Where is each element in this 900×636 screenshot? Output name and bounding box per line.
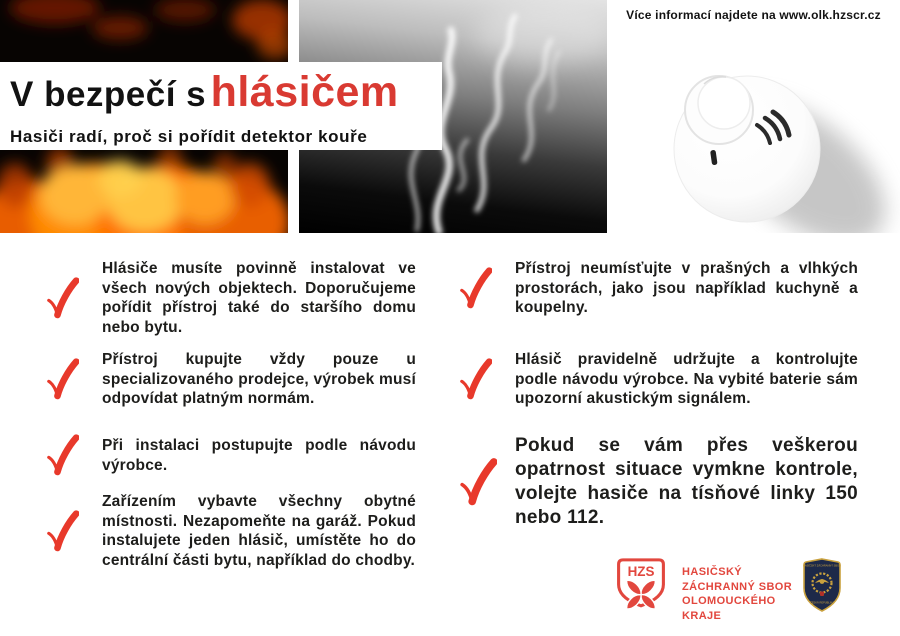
smoke-detector-image [607, 0, 900, 233]
checklist-item [46, 350, 416, 409]
org-name-line: KRAJE [682, 609, 722, 622]
hzs-monogram: HZS [627, 564, 655, 580]
page-title [10, 69, 442, 125]
org-name [682, 565, 792, 623]
page-subtitle: Hasiči radí, proč si pořídit detektor kouře [10, 127, 368, 146]
checkmark-icon [46, 434, 102, 477]
checklist-item-text: Pokud se vám přes veškerou opatrnost situace vymkne kontrole, volejte hasiče na tísňové linky 150 nebo 112. [515, 435, 858, 528]
badge-top-text: HASIČSKÝ ZÁCHRANNÝ SBOR [803, 564, 841, 568]
title-red-part: hlásičem [210, 68, 399, 116]
checkmark-icon [46, 510, 102, 553]
checklist-item-text: Přístroj kupujte vždy pouze u specializovaného prodejce, výrobek musí odpovídat platným normám. [102, 351, 416, 407]
checkmark-icon [459, 358, 515, 401]
checkmark-icon [459, 267, 515, 310]
checklist-item [46, 434, 416, 477]
checklist-item-text: Zařízením vybavte všechny obytné místnosti. Nezapomeňte na garáž. Pokud instalujete jeden hlásič, umístěte ho do centrální části bytu, například do chodby. [102, 493, 416, 569]
checklist-item [46, 259, 416, 337]
org-name-line: ZÁCHRANNÝ SBOR [682, 580, 793, 593]
badge-bottom-text: ČESKÁ REPUBLIKA [809, 601, 835, 605]
checkmark-icon [459, 458, 515, 507]
checklist-item-text: Přístroj neumísťujte v prašných a vlhkých prostorách, jako jsou například kuchyně a koupelny. [515, 260, 858, 316]
badge-red-shield-icon [820, 592, 824, 597]
hzs-shield-logo [613, 557, 669, 621]
title-band [0, 62, 442, 150]
checklist-item [459, 350, 858, 409]
header-right-panel [607, 0, 900, 233]
checklist-item-emphasis [459, 434, 858, 530]
fire-brigade-badge-emblem [803, 558, 841, 612]
org-name-line: OLOMOUCKÉHO [682, 595, 776, 607]
checklist-item-text: Hlásiče musíte povinně instalovat ve všech nových objektech. Doporučujeme pořídit přístroj také do staršího domu nebo bytu. [102, 260, 416, 336]
checklist-item-text: Při instalaci postupujte podle návodu výrobce. [102, 437, 416, 474]
checkmark-icon [46, 358, 102, 401]
more-info-text: Více informací najdete na www.olk.hzscr.cz [626, 8, 881, 22]
checkmark-icon [46, 277, 102, 320]
title-black-part: V bezpečí s [10, 75, 207, 114]
org-name-line: HASIČSKÝ [682, 566, 743, 578]
checklist-item [459, 259, 858, 318]
checklist-item [46, 492, 416, 570]
checklist-item-text: Hlásič pravidelně udržujte a kontrolujte podle návodu výrobce. Na vybité baterie sám upozorní akustickým signálem. [515, 351, 858, 407]
